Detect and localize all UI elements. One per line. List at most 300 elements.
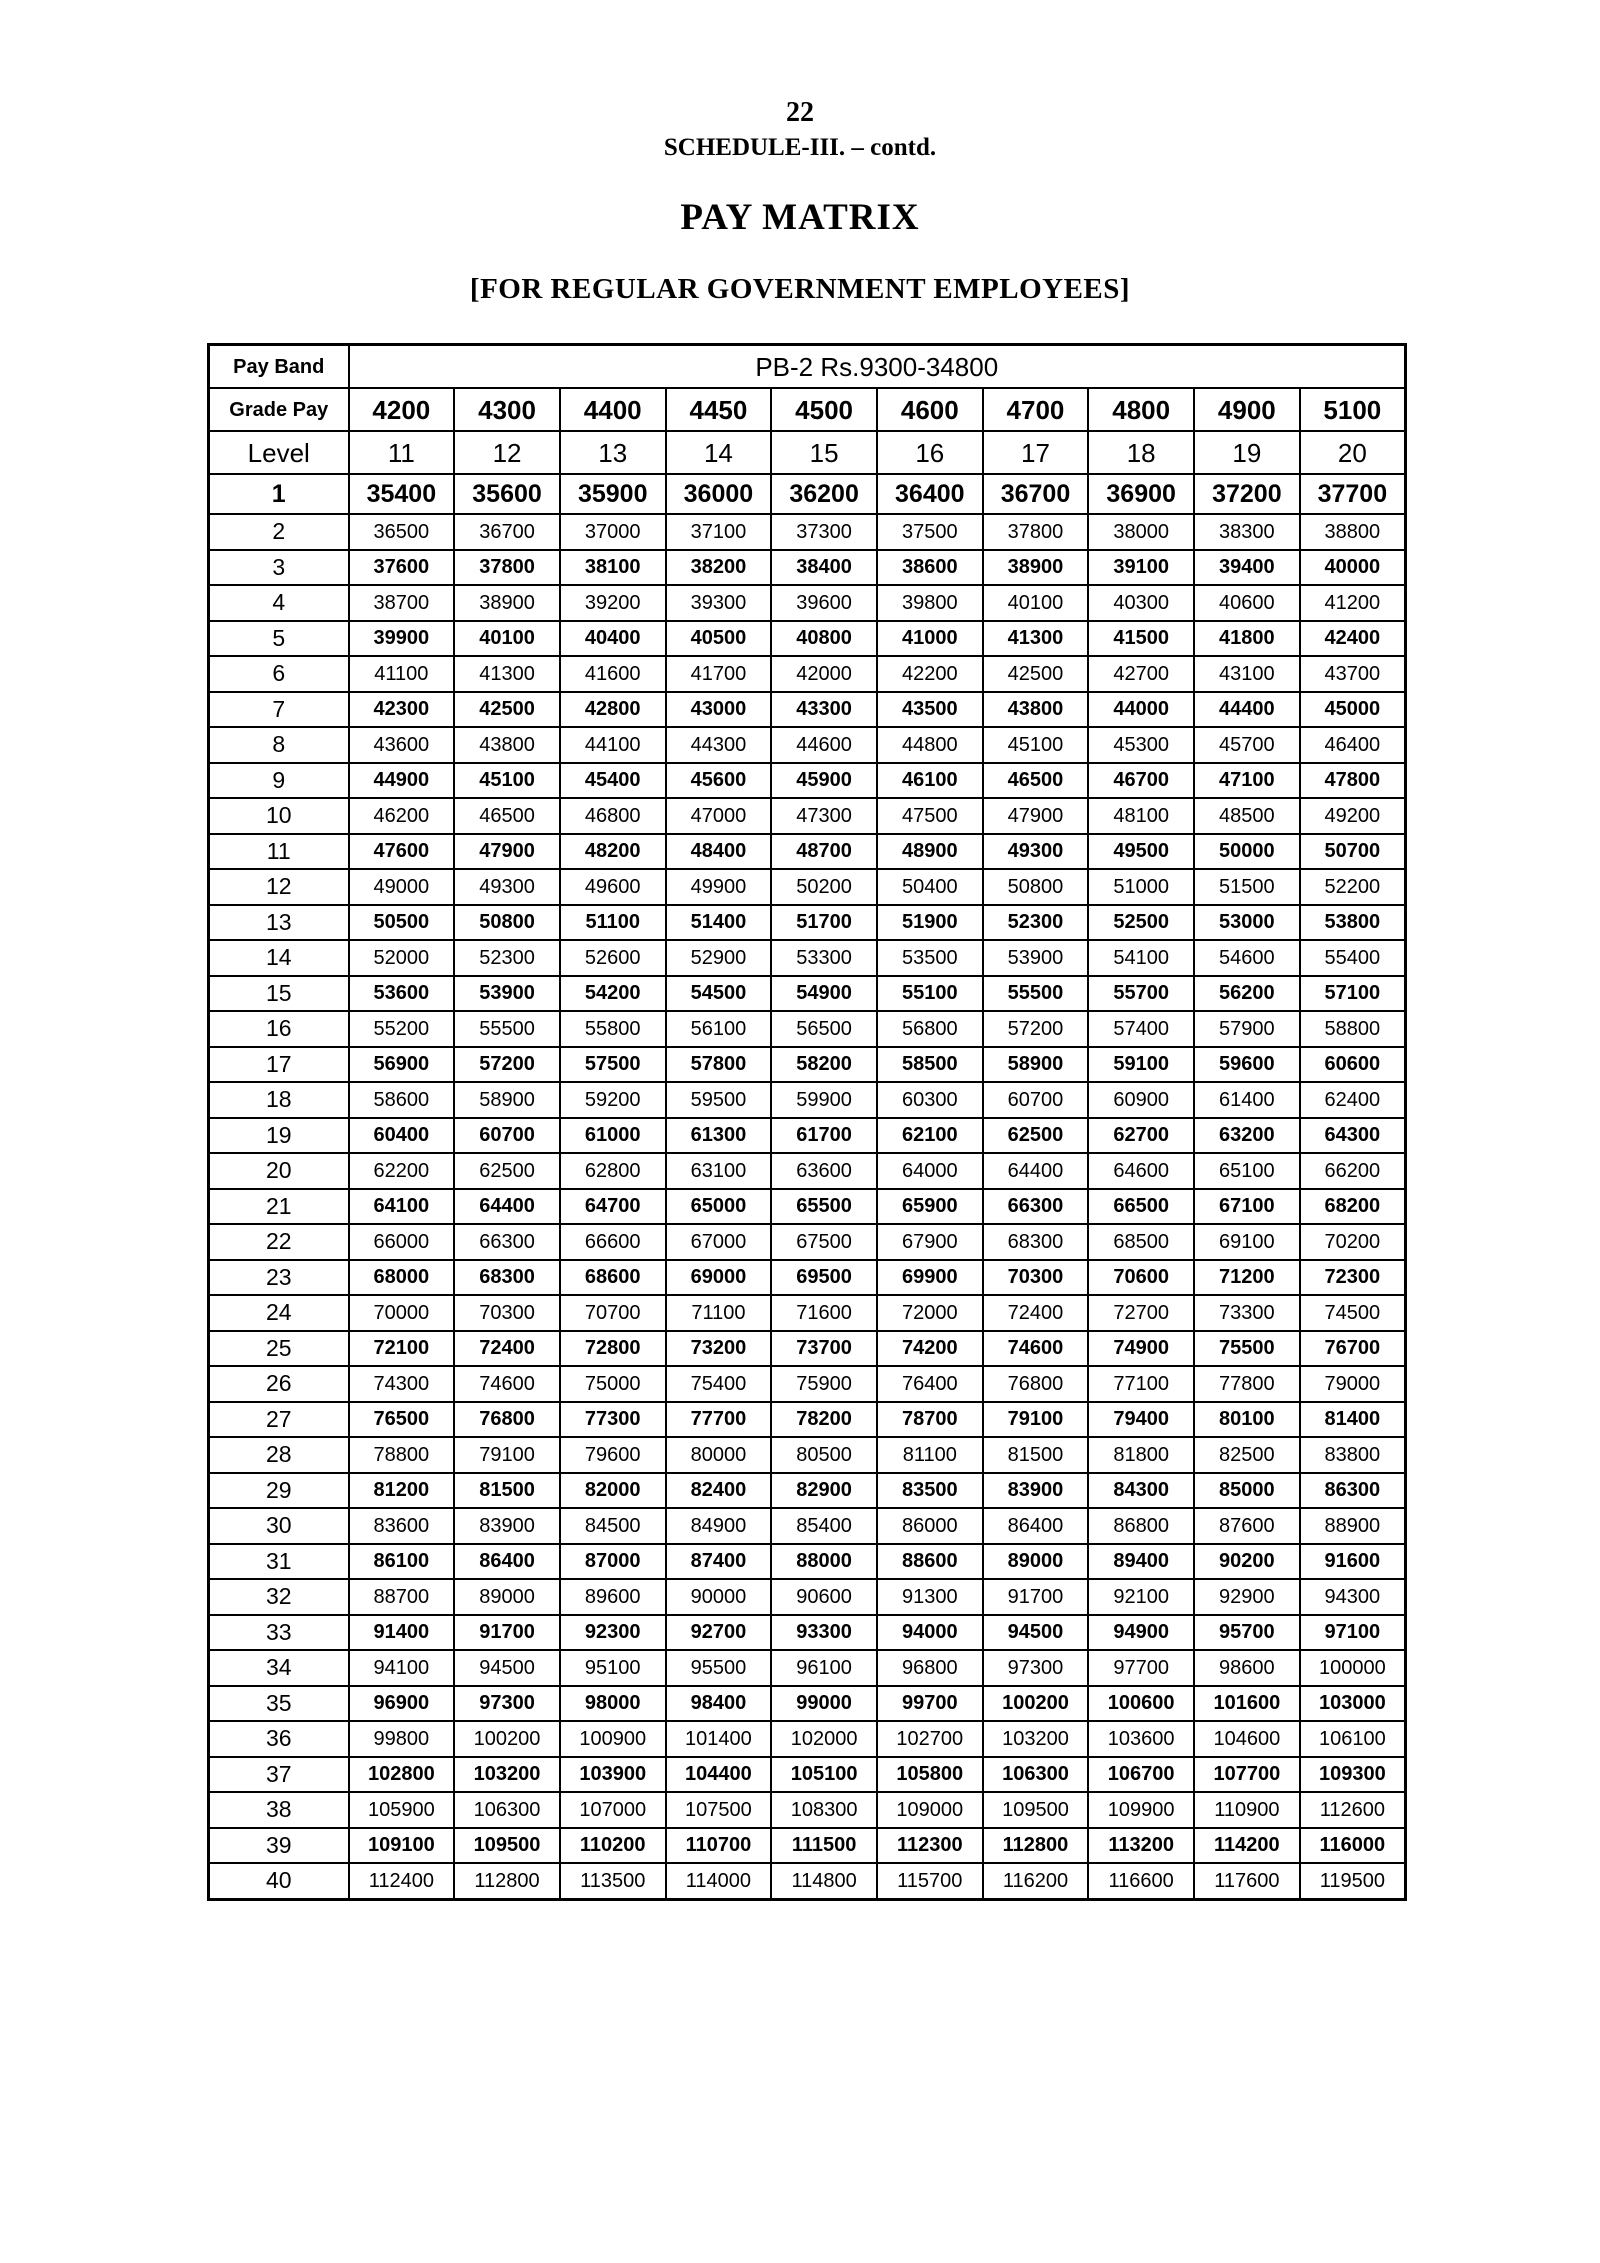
pay-cell: 81800 [1088,1437,1194,1473]
pay-cell: 62500 [454,1153,560,1189]
pay-cell: 91300 [877,1579,983,1615]
pay-cell: 109100 [349,1828,455,1864]
pay-cell: 60900 [1088,1082,1194,1118]
pay-cell: 96100 [771,1650,877,1686]
pay-cell: 39400 [1194,550,1300,586]
pay-cell: 78200 [771,1402,877,1438]
pay-cell: 41300 [983,621,1089,657]
grade-pay-cell: 4700 [983,388,1089,431]
pay-cell: 45000 [1300,692,1406,728]
pay-cell: 43300 [771,692,877,728]
pay-cell: 87600 [1194,1508,1300,1544]
pay-cell: 63600 [771,1153,877,1189]
stage-number: 19 [209,1118,349,1154]
table-row [209,1757,1406,1793]
pay-cell: 54600 [1194,940,1300,976]
pay-cell: 76800 [983,1366,1089,1402]
pay-cell: 40100 [983,585,1089,621]
pay-cell: 89400 [1088,1544,1194,1580]
pay-cell: 48100 [1088,798,1194,834]
pay-cell: 114200 [1194,1828,1300,1864]
pay-cell: 57200 [454,1047,560,1083]
pay-cell: 74600 [454,1366,560,1402]
grade-pay-cell: 4800 [1088,388,1194,431]
pay-cell: 102800 [349,1757,455,1793]
pay-cell: 51900 [877,905,983,941]
pay-cell: 116600 [1088,1863,1194,1899]
pay-cell: 103000 [1300,1686,1406,1722]
pay-cell: 110700 [666,1828,772,1864]
pay-cell: 43600 [349,727,455,763]
pay-cell: 56800 [877,1011,983,1047]
pay-cell: 54500 [666,976,772,1012]
pay-cell: 66200 [1300,1153,1406,1189]
pay-cell: 35600 [454,474,560,514]
pay-cell: 38800 [1300,514,1406,550]
pay-cell: 52300 [983,905,1089,941]
pay-cell: 41200 [1300,585,1406,621]
pay-cell: 81500 [454,1473,560,1509]
pay-cell: 109300 [1300,1757,1406,1793]
pay-cell: 89000 [454,1579,560,1615]
pay-cell: 113500 [560,1863,666,1899]
stage-number: 27 [209,1402,349,1438]
pay-cell: 85400 [771,1508,877,1544]
pay-cell: 100600 [1088,1686,1194,1722]
pay-cell: 55400 [1300,940,1406,976]
pay-cell: 65500 [771,1189,877,1225]
pay-cell: 49000 [349,869,455,905]
page-title: PAY MATRIX [680,197,920,238]
pay-cell: 39200 [560,585,666,621]
pay-cell: 82000 [560,1473,666,1509]
pay-cell: 86800 [1088,1508,1194,1544]
pay-cell: 116200 [983,1863,1089,1899]
table-row [209,1650,1406,1686]
pay-cell: 38700 [349,585,455,621]
stage-number: 7 [209,692,349,728]
pay-cell: 55500 [983,976,1089,1012]
pay-cell: 104400 [666,1757,772,1793]
pay-cell: 95100 [560,1650,666,1686]
table-row [209,1331,1406,1367]
pay-cell: 55800 [560,1011,666,1047]
table-row [209,1224,1406,1260]
pay-cell: 72700 [1088,1295,1194,1331]
pay-cell: 81200 [349,1473,455,1509]
stage-number: 9 [209,763,349,799]
pay-cell: 37800 [454,550,560,586]
pay-cell: 101600 [1194,1686,1300,1722]
pay-cell: 47000 [666,798,772,834]
pay-cell: 64600 [1088,1153,1194,1189]
pay-cell: 71100 [666,1295,772,1331]
stage-number: 1 [209,474,349,514]
pay-cell: 38300 [1194,514,1300,550]
pay-cell: 40000 [1300,550,1406,586]
level-label: Level [209,431,349,474]
pay-cell: 58200 [771,1047,877,1083]
pay-cell: 59500 [666,1082,772,1118]
level-cell: 12 [454,431,560,474]
pay-cell: 41000 [877,621,983,657]
pay-cell: 70300 [983,1260,1089,1296]
pay-cell: 54900 [771,976,877,1012]
grade-pay-cell: 4450 [666,388,772,431]
pay-cell: 115700 [877,1863,983,1899]
table-row [209,1011,1406,1047]
grade-pay-label: Grade Pay [209,388,349,431]
pay-cell: 36000 [666,474,772,514]
pay-band-value: PB-2 Rs.9300-34800 [349,345,1406,389]
pay-cell: 92300 [560,1615,666,1651]
table-row [209,1508,1406,1544]
pay-cell: 48500 [1194,798,1300,834]
pay-cell: 42500 [983,656,1089,692]
stage-number: 15 [209,976,349,1012]
pay-cell: 69100 [1194,1224,1300,1260]
pay-cell: 84300 [1088,1473,1194,1509]
pay-cell: 60400 [349,1118,455,1154]
grade-pay-cell: 4900 [1194,388,1300,431]
table-row [209,1792,1406,1828]
pay-cell: 97700 [1088,1650,1194,1686]
pay-cell: 69900 [877,1260,983,1296]
pay-cell: 69500 [771,1260,877,1296]
pay-cell: 53900 [983,940,1089,976]
pay-cell: 50500 [349,905,455,941]
pay-cell: 106700 [1088,1757,1194,1793]
pay-cell: 76400 [877,1366,983,1402]
pay-cell: 53500 [877,940,983,976]
pay-cell: 42800 [560,692,666,728]
pay-cell: 73200 [666,1331,772,1367]
pay-cell: 65900 [877,1189,983,1225]
stage-number: 10 [209,798,349,834]
pay-cell: 90600 [771,1579,877,1615]
pay-cell: 46100 [877,763,983,799]
pay-cell: 105800 [877,1757,983,1793]
pay-cell: 65100 [1194,1153,1300,1189]
pay-cell: 40600 [1194,585,1300,621]
level-cell: 20 [1300,431,1406,474]
pay-cell: 91600 [1300,1544,1406,1580]
pay-cell: 86100 [349,1544,455,1580]
pay-cell: 67500 [771,1224,877,1260]
pay-cell: 38400 [771,550,877,586]
pay-cell: 37700 [1300,474,1406,514]
pay-cell: 47900 [983,798,1089,834]
stage-number: 22 [209,1224,349,1260]
pay-cell: 44800 [877,727,983,763]
pay-cell: 112800 [454,1863,560,1899]
pay-cell: 61700 [771,1118,877,1154]
pay-cell: 109500 [983,1792,1089,1828]
pay-cell: 86400 [983,1508,1089,1544]
stage-number: 33 [209,1615,349,1651]
pay-cell: 58900 [983,1047,1089,1083]
stage-number: 3 [209,550,349,586]
table-row [209,1473,1406,1509]
pay-cell: 100200 [983,1686,1089,1722]
pay-cell: 40100 [454,621,560,657]
pay-cell: 39100 [1088,550,1194,586]
pay-cell: 88000 [771,1544,877,1580]
pay-cell: 56900 [349,1047,455,1083]
schedule-heading: SCHEDULE-III. – contd. [663,134,937,161]
pay-cell: 38900 [983,550,1089,586]
table-row [209,1402,1406,1438]
pay-cell: 37000 [560,514,666,550]
pay-cell: 107700 [1194,1757,1300,1793]
pay-cell: 46800 [560,798,666,834]
pay-cell: 39900 [349,621,455,657]
pay-cell: 67100 [1194,1189,1300,1225]
stage-number: 20 [209,1153,349,1189]
stage-number: 37 [209,1757,349,1793]
pay-cell: 50000 [1194,834,1300,870]
pay-cell: 87400 [666,1544,772,1580]
stage-number: 13 [209,905,349,941]
pay-cell: 112400 [349,1863,455,1899]
pay-cell: 81400 [1300,1402,1406,1438]
stage-number: 23 [209,1260,349,1296]
stage-number: 14 [209,940,349,976]
pay-cell: 72400 [454,1331,560,1367]
stage-number: 31 [209,1544,349,1580]
pay-cell: 90000 [666,1579,772,1615]
pay-cell: 38200 [666,550,772,586]
pay-cell: 73700 [771,1331,877,1367]
pay-cell: 63100 [666,1153,772,1189]
stage-number: 39 [209,1828,349,1864]
pay-cell: 75500 [1194,1331,1300,1367]
pay-cell: 45700 [1194,727,1300,763]
pay-cell: 89000 [983,1544,1089,1580]
pay-cell: 98400 [666,1686,772,1722]
pay-cell: 109000 [877,1792,983,1828]
pay-cell: 51500 [1194,869,1300,905]
pay-cell: 76500 [349,1402,455,1438]
pay-cell: 62700 [1088,1118,1194,1154]
pay-cell: 36700 [454,514,560,550]
pay-cell: 69000 [666,1260,772,1296]
stage-number: 34 [209,1650,349,1686]
pay-band-row [209,345,1406,389]
pay-cell: 42200 [877,656,983,692]
pay-cell: 91700 [454,1615,560,1651]
pay-cell: 66300 [983,1189,1089,1225]
pay-cell: 66500 [1088,1189,1194,1225]
pay-cell: 94300 [1300,1579,1406,1615]
pay-cell: 49900 [666,869,772,905]
pay-cell: 45600 [666,763,772,799]
pay-cell: 57800 [666,1047,772,1083]
table-row [209,763,1406,799]
pay-cell: 55500 [454,1011,560,1047]
pay-cell: 36200 [771,474,877,514]
table-row [209,474,1406,514]
pay-cell: 80000 [666,1437,772,1473]
pay-cell: 39800 [877,585,983,621]
pay-cell: 74200 [877,1331,983,1367]
pay-cell: 60700 [983,1082,1089,1118]
pay-cell: 94000 [877,1615,983,1651]
page-subtitle: [FOR REGULAR GOVERNMENT EMPLOYEES] [469,273,1131,305]
table-row [209,656,1406,692]
pay-cell: 92900 [1194,1579,1300,1615]
pay-cell: 57900 [1194,1011,1300,1047]
pay-cell: 74500 [1300,1295,1406,1331]
pay-cell: 53900 [454,976,560,1012]
stage-number: 4 [209,585,349,621]
table-row [209,1366,1406,1402]
pay-cell: 117600 [1194,1863,1300,1899]
pay-cell: 110900 [1194,1792,1300,1828]
table-row [209,585,1406,621]
stage-number: 36 [209,1721,349,1757]
pay-cell: 99000 [771,1686,877,1722]
pay-cell: 57500 [560,1047,666,1083]
table-row [209,514,1406,550]
pay-cell: 37600 [349,550,455,586]
pay-cell: 97300 [983,1650,1089,1686]
pay-cell: 46200 [349,798,455,834]
pay-cell: 111500 [771,1828,877,1864]
pay-cell: 57100 [1300,976,1406,1012]
grade-pay-cell: 4500 [771,388,877,431]
pay-cell: 95700 [1194,1615,1300,1651]
pay-cell: 56200 [1194,976,1300,1012]
pay-cell: 84500 [560,1508,666,1544]
table-row [209,834,1406,870]
pay-cell: 83900 [454,1508,560,1544]
pay-cell: 106300 [454,1792,560,1828]
stage-number: 35 [209,1686,349,1722]
pay-cell: 94100 [349,1650,455,1686]
pay-cell: 86000 [877,1508,983,1544]
pay-cell: 80500 [771,1437,877,1473]
table-row [209,869,1406,905]
table-row [209,1579,1406,1615]
pay-cell: 45400 [560,763,666,799]
pay-cell: 91700 [983,1579,1089,1615]
pay-cell: 107500 [666,1792,772,1828]
pay-cell: 87000 [560,1544,666,1580]
pay-cell: 58500 [877,1047,983,1083]
pay-cell: 93300 [771,1615,877,1651]
pay-cell: 64300 [1300,1118,1406,1154]
pay-cell: 44000 [1088,692,1194,728]
pay-cell: 68000 [349,1260,455,1296]
pay-cell: 46700 [1088,763,1194,799]
stage-number: 25 [209,1331,349,1367]
grade-pay-cell: 4300 [454,388,560,431]
table-row [209,1189,1406,1225]
pay-cell: 64700 [560,1189,666,1225]
table-row [209,1615,1406,1651]
pay-cell: 75400 [666,1366,772,1402]
pay-cell: 41300 [454,656,560,692]
pay-cell: 109500 [454,1828,560,1864]
pay-cell: 110200 [560,1828,666,1864]
stage-number: 40 [209,1863,349,1899]
stage-number: 2 [209,514,349,550]
pay-cell: 83800 [1300,1437,1406,1473]
pay-cell: 77300 [560,1402,666,1438]
pay-cell: 66000 [349,1224,455,1260]
grade-pay-cell: 4200 [349,388,455,431]
pay-cell: 71600 [771,1295,877,1331]
pay-cell: 104600 [1194,1721,1300,1757]
pay-cell: 102000 [771,1721,877,1757]
pay-cell: 55200 [349,1011,455,1047]
pay-cell: 48700 [771,834,877,870]
pay-cell: 102700 [877,1721,983,1757]
pay-cell: 98600 [1194,1650,1300,1686]
pay-cell: 53300 [771,940,877,976]
pay-cell: 100900 [560,1721,666,1757]
pay-cell: 72300 [1300,1260,1406,1296]
pay-cell: 76700 [1300,1331,1406,1367]
pay-cell: 41500 [1088,621,1194,657]
pay-cell: 77800 [1194,1366,1300,1402]
pay-cell: 114000 [666,1863,772,1899]
level-cell: 19 [1194,431,1300,474]
pay-cell: 48200 [560,834,666,870]
table-row [209,550,1406,586]
pay-cell: 103600 [1088,1721,1194,1757]
pay-cell: 43700 [1300,656,1406,692]
pay-cell: 106100 [1300,1721,1406,1757]
level-cell: 14 [666,431,772,474]
pay-cell: 70600 [1088,1260,1194,1296]
level-cell: 16 [877,431,983,474]
level-row [209,431,1406,474]
pay-cell: 79400 [1088,1402,1194,1438]
pay-cell: 46400 [1300,727,1406,763]
pay-cell: 42300 [349,692,455,728]
pay-cell: 40400 [560,621,666,657]
pay-cell: 88900 [1300,1508,1406,1544]
pay-cell: 79600 [560,1437,666,1473]
pay-cell: 91400 [349,1615,455,1651]
table-row [209,1260,1406,1296]
table-row [209,1721,1406,1757]
pay-cell: 97100 [1300,1615,1406,1651]
level-cell: 18 [1088,431,1194,474]
pay-cell: 82400 [666,1473,772,1509]
pay-cell: 62400 [1300,1082,1406,1118]
pay-cell: 77100 [1088,1366,1194,1402]
pay-cell: 67900 [877,1224,983,1260]
table-row [209,905,1406,941]
pay-cell: 75000 [560,1366,666,1402]
pay-cell: 37800 [983,514,1089,550]
pay-cell: 70300 [454,1295,560,1331]
pay-cell: 60300 [877,1082,983,1118]
pay-cell: 37200 [1194,474,1300,514]
pay-cell: 62200 [349,1153,455,1189]
pay-cell: 51700 [771,905,877,941]
pay-cell: 79100 [983,1402,1089,1438]
pay-cell: 114800 [771,1863,877,1899]
pay-cell: 80100 [1194,1402,1300,1438]
stage-number: 38 [209,1792,349,1828]
pay-cell: 70000 [349,1295,455,1331]
pay-cell: 61400 [1194,1082,1300,1118]
pay-cell: 116000 [1300,1828,1406,1864]
